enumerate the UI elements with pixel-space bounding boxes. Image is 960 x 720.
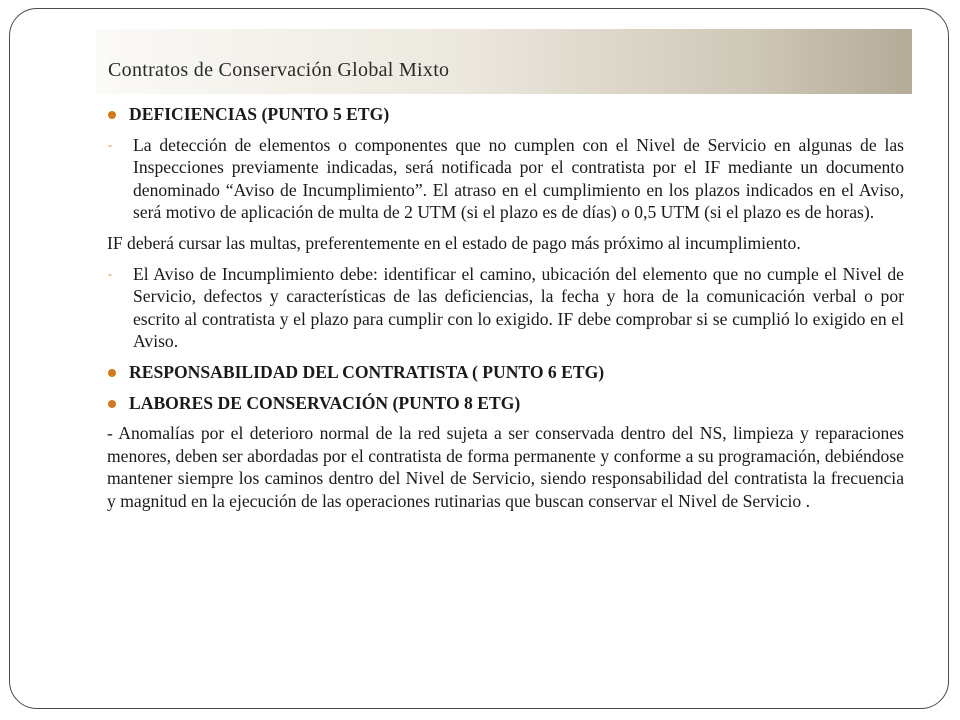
bullet-dot-icon bbox=[108, 400, 116, 408]
bullet-text: RESPONSABILIDAD DEL CONTRATISTA ( PUNTO 6 ETG) bbox=[129, 361, 605, 382]
slide-title: Contratos de Conservación Global Mixto bbox=[108, 59, 450, 81]
slide-content bbox=[107, 98, 904, 513]
paragraph-anomalias: - Anomalías por el deterioro normal de la red sujeta a ser conservada dentro del NS, limpieza y reparaciones menores, deben ser abordadas por el contratista de forma permanente y conforme a su programación, debiéndose mantener siempre los caminos dentro del Nivel de Servicio, siendo responsabilidad del contratista la frecuencia y magnitud en la ejecución de las operaciones rutinarias que buscan conservar el Nivel de Servicio . bbox=[107, 423, 904, 511]
bullet-text: DEFICIENCIAS (PUNTO 5 ETG) bbox=[129, 104, 390, 124]
title-bar bbox=[96, 29, 912, 94]
bullet-labores bbox=[107, 392, 904, 415]
bullet-dot-icon bbox=[108, 369, 116, 377]
dash-marker-icon: - bbox=[108, 266, 112, 281]
dash-item-text: El Aviso de Incumplimiento debe: identificar el camino, ubicación del elemento que no cumple el Nivel de Servicio, defectos y características de las deficiencias, la fecha y hora de la comunicación verbal o por escrito al contratista y el plazo para cumplir con lo exigido. IF debe comprobar si se cumplió lo exigido en el Aviso. bbox=[133, 263, 904, 352]
dash-item-text: La detección de elementos o componentes que no cumplen con el Nivel de Servicio en algunas de las Inspecciones previamente indicadas, será notificada por el contratista por el IF mediante un documento denominado “Aviso de Incumplimiento”. El atraso en el cumplimiento en los plazos indicados en el Aviso, será motivo de aplicación de multa de 2 UTM (si el plazo es de días) o 0,5 UTM (si el plazo es de horas). bbox=[133, 134, 904, 223]
bullet-deficiencias bbox=[107, 103, 904, 126]
dash-item-deteccion bbox=[107, 134, 904, 224]
paragraph-multas: IF deberá cursar las multas, preferentemente en el estado de pago más próximo al incumplimiento. bbox=[107, 232, 801, 253]
bullet-responsabilidad bbox=[107, 361, 904, 384]
bullet-dot-icon bbox=[108, 111, 116, 119]
dash-item-aviso bbox=[107, 263, 904, 353]
bullet-text: LABORES DE CONSERVACIÓN (PUNTO 8 ETG) bbox=[129, 392, 521, 413]
dash-marker-icon: - bbox=[108, 137, 112, 152]
